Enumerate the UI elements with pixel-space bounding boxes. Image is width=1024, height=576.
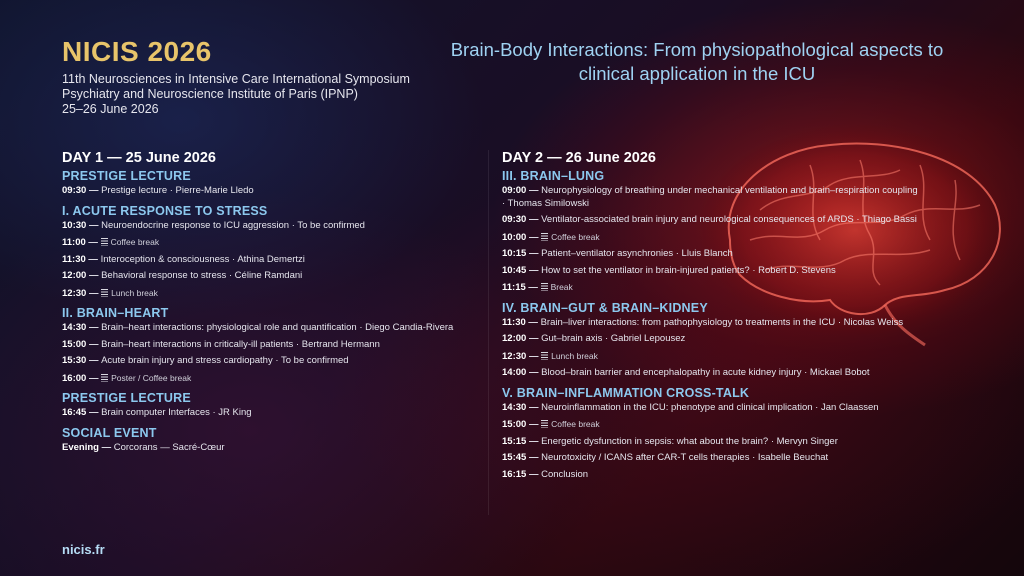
time-separator: — <box>526 264 542 276</box>
break-label: Lunch break <box>551 350 598 361</box>
break-row <box>502 281 922 295</box>
session-time: 15:00 <box>502 419 527 430</box>
session-time: 14:00 <box>502 367 527 378</box>
session-title: How to set the ventilator in brain-injured patients? · Robert D. Stevens <box>541 264 836 276</box>
session-row <box>62 270 482 283</box>
break-label: Lunch break <box>111 287 158 298</box>
time-separator: — <box>526 350 542 362</box>
day2-title: DAY 2 — 26 June 2026 <box>502 150 656 166</box>
break-row <box>62 236 482 250</box>
time-separator: — <box>526 248 542 259</box>
time-separator: — <box>526 419 542 430</box>
section-title: SOCIAL EVENT <box>62 425 157 440</box>
section-title: PRESTIGE LECTURE <box>62 169 191 183</box>
session-time: 12:30 <box>62 287 87 299</box>
time-separator: — <box>86 270 102 281</box>
time-separator: — <box>526 185 542 196</box>
break-label: Coffee break <box>551 231 600 242</box>
time-separator: — <box>85 253 101 265</box>
event-logo: NICIS 2026 <box>62 36 212 67</box>
break-icon <box>541 352 548 360</box>
session-time: 09:30 <box>62 185 87 196</box>
session-time: Evening <box>62 441 99 453</box>
break-label: Poster / Coffee break <box>111 372 192 383</box>
session-time: 12:00 <box>62 270 87 281</box>
session-time: 09:00 <box>502 185 527 196</box>
session-title: Gut–brain axis · Gabriel Lepousez <box>541 333 686 344</box>
session-title: Behavioral response to stress · Céline Ramdani <box>101 270 303 281</box>
session-row <box>502 402 922 415</box>
session-title: Neuroendocrine response to ICU aggression · To be confirmed <box>101 219 365 231</box>
break-icon <box>541 283 548 291</box>
break-icon <box>101 238 108 246</box>
session-time: 11:00 <box>62 237 86 248</box>
session-title: Neurotoxicity / ICANS after CAR-T cells therapies · Isabelle Beuchat <box>541 452 829 463</box>
session-title: Brain–heart interactions in critically-ill patients · Bertrand Hermann <box>101 338 380 350</box>
session-time: 14:30 <box>502 401 527 413</box>
day1-title: DAY 1 — 25 June 2026 <box>62 150 216 166</box>
break-row <box>62 372 482 386</box>
break-row <box>62 287 482 301</box>
session-row <box>502 436 922 449</box>
section-title: PRESTIGE LECTURE <box>62 391 191 405</box>
event-dates: 25–26 June 2026 <box>62 102 159 116</box>
break-row <box>502 418 922 432</box>
session-title: Blood–brain barrier and encephalopathy in acute kidney injury · Mickael Bobot <box>541 367 870 378</box>
session-time: 16:45 <box>62 407 87 418</box>
day2-column <box>502 150 922 485</box>
session-time: 11:15 <box>502 282 526 293</box>
time-separator: — <box>86 407 102 418</box>
time-separator: — <box>526 214 542 225</box>
session-title: Brain–heart interactions: physiological role and quantification · Diego Candia-Rivera <box>101 322 454 333</box>
break-row <box>502 231 922 245</box>
session-row <box>502 333 922 346</box>
time-separator: — <box>86 372 102 384</box>
session-time: 16:00 <box>62 372 87 384</box>
session-row <box>62 355 482 368</box>
session-title: Conclusion <box>541 468 589 480</box>
session-time: 16:15 <box>502 468 527 480</box>
break-icon <box>101 374 108 382</box>
time-separator: — <box>526 367 542 378</box>
session-row <box>502 248 922 261</box>
session-row <box>62 442 482 455</box>
break-label: Break <box>550 282 573 292</box>
time-separator: — <box>86 355 102 366</box>
session-title: Energetic dysfunction in sepsis: what about the brain? · Mervyn Singer <box>541 435 838 447</box>
section-title: I. ACUTE RESPONSE TO STRESS <box>62 203 268 218</box>
session-row <box>502 317 922 330</box>
session-row <box>62 254 482 267</box>
column-divider <box>488 150 489 515</box>
time-separator: — <box>526 333 542 344</box>
day1-column <box>62 150 482 458</box>
session-title: Brain computer Interfaces · JR King <box>101 407 252 418</box>
section-title: III. BRAIN–LUNG <box>502 169 605 183</box>
session-row <box>502 214 922 227</box>
session-time: 10:15 <box>502 248 527 259</box>
website-link[interactable]: nicis.fr <box>62 542 105 557</box>
session-time: 15:30 <box>62 355 87 366</box>
session-row <box>62 339 482 352</box>
section-title: II. BRAIN–HEART <box>62 306 169 320</box>
session-time: 14:30 <box>62 322 87 333</box>
time-separator: — <box>526 468 542 480</box>
time-separator: — <box>85 237 101 248</box>
session-time: 10:45 <box>502 264 527 276</box>
session-title: Prestige lecture · Pierre-Marie Lledo <box>101 185 254 196</box>
break-icon <box>541 420 548 428</box>
session-time: 11:30 <box>502 316 526 328</box>
session-row <box>502 185 922 210</box>
session-time: 11:30 <box>62 253 86 265</box>
session-title: Interoception & consciousness · Athina Demertzi <box>100 253 305 265</box>
break-label: Coffee break <box>551 419 600 429</box>
session-time: 10:00 <box>502 231 527 243</box>
session-row <box>62 185 482 198</box>
session-time: 15:15 <box>502 435 527 447</box>
session-row <box>502 367 922 380</box>
venue: Psychiatry and Neuroscience Institute of Paris (IPNP) <box>62 87 358 101</box>
break-label: Coffee break <box>110 237 160 247</box>
session-row <box>62 407 482 420</box>
time-separator: — <box>98 441 114 453</box>
time-separator: — <box>526 401 542 413</box>
symposium-name: 11th Neurosciences in Intensive Care International Symposium <box>62 72 410 86</box>
session-title: Acute brain injury and stress cardiopathy · To be confirmed <box>101 355 349 366</box>
session-row <box>502 265 922 278</box>
session-time: 15:00 <box>62 338 87 350</box>
break-icon <box>541 233 548 241</box>
time-separator: — <box>86 219 102 231</box>
event-header <box>62 36 410 117</box>
session-title: Neurophysiology of breathing under mechanical ventilation and brain–respiration coupling · Thomas Similowski <box>502 185 918 209</box>
time-separator: — <box>526 452 542 463</box>
session-row <box>502 469 922 482</box>
session-row <box>502 452 922 465</box>
time-separator: — <box>526 231 542 243</box>
time-separator: — <box>525 282 541 293</box>
session-title: Corcorans — Sacré-Cœur <box>113 441 225 453</box>
session-row <box>62 322 482 335</box>
time-separator: — <box>86 322 102 333</box>
section-title: V. BRAIN–INFLAMMATION CROSS-TALK <box>502 385 750 400</box>
time-separator: — <box>86 338 102 350</box>
session-time: 10:30 <box>62 219 87 231</box>
session-title: Ventilator-associated brain injury and neurological consequences of ARDS · Thiago Bassi <box>541 214 917 225</box>
session-time: 15:45 <box>502 452 527 463</box>
session-title: Brain–liver interactions: from pathophysiology to treatments in the ICU · Nicolas Weiss <box>540 316 904 328</box>
session-title: Patient–ventilator asynchronies · Lluis Blanch <box>541 248 733 259</box>
time-separator: — <box>525 316 541 328</box>
session-time: 09:30 <box>502 214 527 225</box>
break-row <box>502 350 922 364</box>
theme-title: Brain-Body Interactions: From physiopathological aspects to clinical application in the ICU <box>450 39 944 84</box>
break-icon <box>101 289 108 297</box>
time-separator: — <box>86 185 102 196</box>
session-title: Neuroinflammation in the ICU: phenotype and clinical implication · Jan Claassen <box>541 401 879 413</box>
session-row <box>62 220 482 233</box>
section-title: IV. BRAIN–GUT & BRAIN–KIDNEY <box>502 300 708 315</box>
session-time: 12:00 <box>502 333 527 344</box>
time-separator: — <box>86 287 102 299</box>
time-separator: — <box>526 435 542 447</box>
session-time: 12:30 <box>502 350 527 362</box>
